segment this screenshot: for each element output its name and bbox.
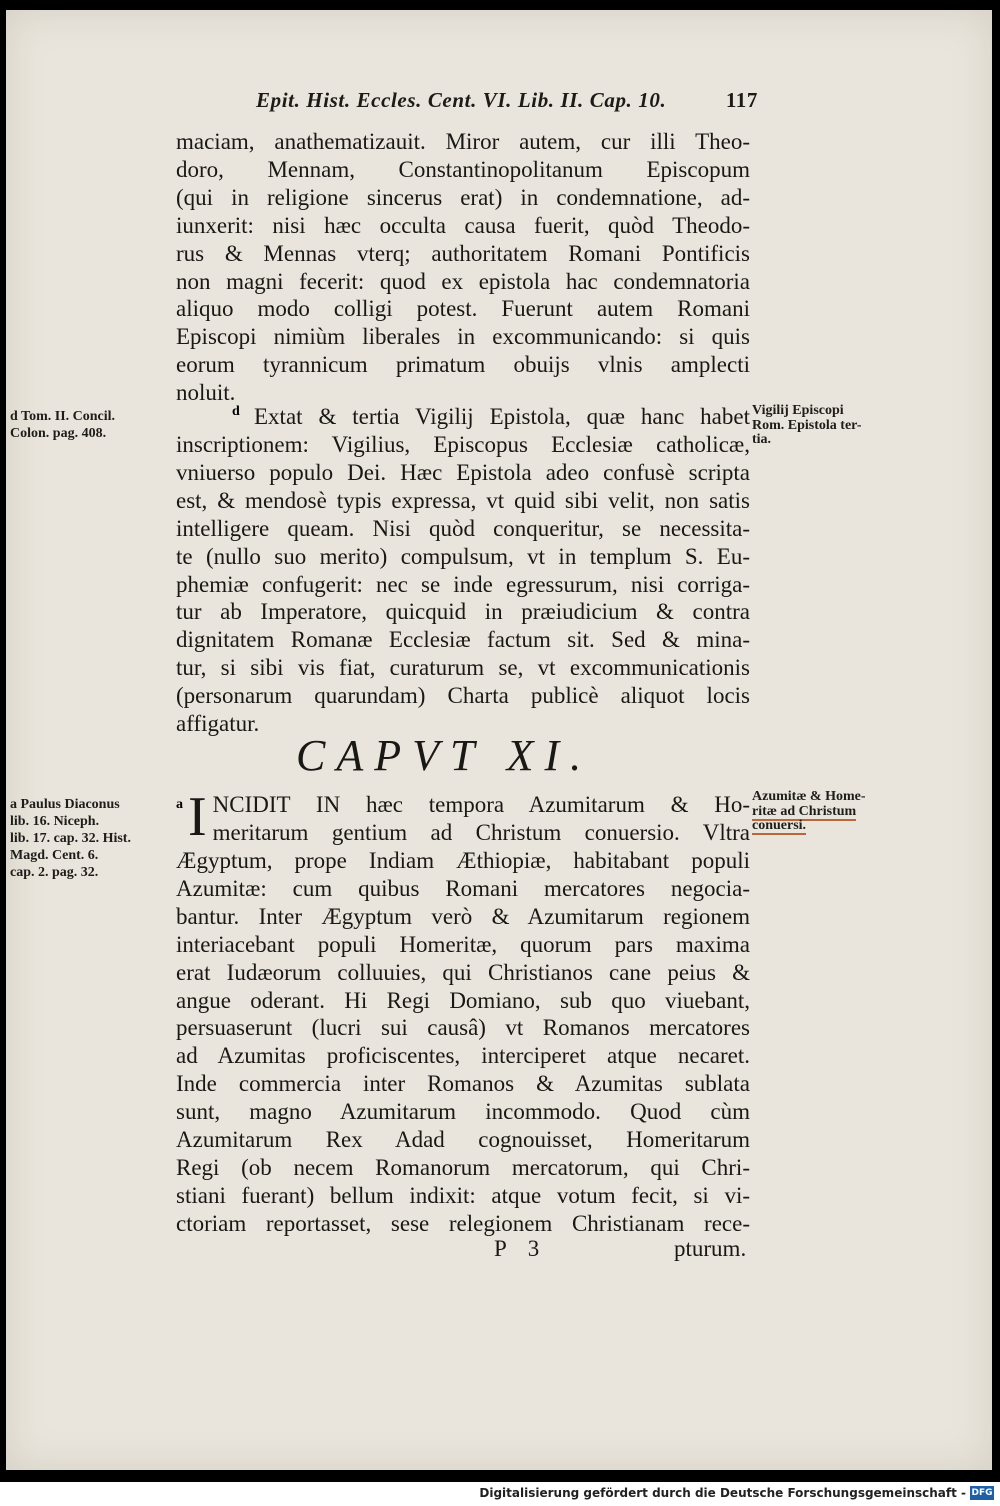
text-line: Inde commercia inter Romanos & Azumitas sublata — [176, 1071, 750, 1097]
text-line: Azumitæ: cum quibus Romani mercatores negocia- — [176, 875, 750, 901]
margin-note-line: Rom. Epistola ter- — [752, 417, 862, 433]
margin-note-line: lib. 17. cap. 32. Hist. — [10, 831, 131, 846]
text-line: (qui in religione sincerus erat) in condemnatione, ad- — [176, 184, 750, 210]
running-title: Epit. Hist. Eccles. Cent. VI. Lib. II. Cap. 10. — [256, 88, 667, 112]
text-line: tur ab Imperatore, quicquid in præiudicium & contra — [176, 599, 750, 625]
text-line: intelligere queam. Nisi quòd conqueritur, se necessita- — [176, 515, 750, 541]
note-mark-a: a — [176, 797, 183, 812]
underlined-text: ritæ ad Christum — [752, 803, 857, 819]
folio-number: 117 — [725, 88, 758, 112]
margin-note-line — [752, 805, 904, 820]
margin-note-line: a Paulus Diaconus — [10, 797, 120, 812]
running-head — [256, 88, 776, 113]
text-line: inscriptionem: Vigilius, Episcopus Ecclesiæ catholicæ, — [176, 432, 750, 457]
text-line: bantur. Inter Ægyptum verò & Azumitarum regionem — [176, 903, 750, 929]
note-mark-d: d — [232, 404, 240, 419]
text-line: angue oderant. Hi Regi Domiano, sub quo viuebant, — [176, 987, 750, 1013]
margin-note-line: Vigilij Episcopi — [752, 403, 844, 418]
margin-note-line: Azumitæ & Home- — [752, 789, 866, 804]
text-line: eorum tyrannicum primatum obuijs vlnis amplecti — [176, 352, 750, 378]
margin-note-left-2 — [10, 796, 180, 881]
text-line: persuaserunt (lucri sui causâ) vt Romanos mercatores — [176, 1015, 750, 1041]
text-line: (personarum quarundam) Charta publicè aliquot locis — [176, 683, 750, 709]
margin-note-line: Colon. pag. 408. — [10, 426, 107, 441]
text-block-3 — [188, 786, 750, 848]
text-block-2-cont — [176, 431, 750, 738]
underlined-text: conuersi. — [752, 818, 807, 833]
text-line: noluit. — [176, 380, 236, 406]
text-line: Ægyptum, prope Indiam Æthiopiæ, habitabant populi — [176, 848, 750, 873]
page-signature: P 3 — [494, 1236, 548, 1261]
text-line: dignitatem Romanæ Ecclesiæ factum sit. Sed & mina- — [176, 627, 750, 653]
margin-note-line: cap. 2. pag. 32. — [10, 865, 99, 880]
text-line: interiacebant populi Homeritæ, quorum pars maxima — [176, 931, 750, 957]
text-line: aliquo modo colligi potest. Fuerunt autem Romani — [176, 296, 750, 322]
text-line: iunxerit: nisi hæc occulta causa fuerit, quòd Theodo- — [176, 212, 750, 238]
margin-note-line — [752, 819, 904, 834]
text-line: vniuerso populo Dei. Hæc Epistola adeo confusè scripta — [176, 459, 750, 485]
text-line: Azumitarum Rex Adad cognouisset, Homeritarum — [176, 1127, 750, 1153]
text-line: te (nullo suo merito) compulsum, vt in templum S. Eu- — [176, 543, 750, 569]
margin-note-line: d Tom. II. Concil. — [10, 409, 116, 424]
text-line: tur, si sibi vis fiat, curaturum se, vt excommunicationis — [176, 655, 750, 681]
margin-note-left-1 — [10, 408, 180, 442]
chapter-title: CAPVT XI. — [296, 731, 593, 780]
text-line: affigatur. — [176, 711, 260, 737]
text-line: phemiæ confugerit: nec se inde egressurum, nisi corriga- — [176, 571, 750, 597]
text-line: Episcopi nimiùm liberales in excommunicando: si quis — [176, 324, 750, 350]
text-block-1 — [176, 128, 750, 407]
dfg-logo-icon: DFG — [971, 1488, 993, 1498]
text-line: ad Azumitas proficiscentes, interciperet atque necaret. — [176, 1043, 750, 1069]
text-line: sunt, magno Azumitarum incommodo. Quod cùm — [176, 1099, 750, 1125]
text-line: est, & mendosè typis expressa, vt quid sibi velit, non satis — [176, 487, 750, 513]
drop-cap: I — [188, 786, 207, 848]
text-line: ctoriam reportasset, sese relegionem Christianam rece- — [176, 1210, 750, 1236]
margin-note-right-2 — [752, 790, 904, 834]
footer-credit: Digitalisierung gefördert durch die Deutsche Forschungsgemeinschaft - — [479, 1486, 966, 1500]
text-line: Extat & tertia Vigilij Epistola, quæ hanc habet — [254, 404, 750, 429]
margin-note-line: tia. — [752, 432, 772, 447]
text-line: Regi (ob necem Romanorum mercatorum, qui Chri- — [176, 1154, 750, 1180]
text-line: meritarum gentium ad Christum conuersio. Vltra — [212, 819, 750, 845]
text-line: non magni fecerit: quod ex epistola hac condemnatoria — [176, 268, 750, 294]
margin-note-right-1 — [752, 404, 904, 448]
digitization-footer — [0, 1482, 1000, 1506]
text-line: doro, Mennam, Constantinopolitanum Episcopum — [176, 156, 750, 182]
text-line: erat Iudæorum colluuies, qui Christianos cane peius & — [176, 959, 750, 985]
text-block-2 — [176, 403, 750, 431]
margin-note-line: Magd. Cent. 6. — [10, 848, 99, 863]
text-line: stiani fuerant) bellum indixit: atque votum fecit, si vi- — [176, 1182, 750, 1208]
text-line: maciam, anathematizauit. Miror autem, cur illi Theo- — [176, 129, 750, 154]
text-line: rus & Mennas vterq; authoritatem Romani Pontificis — [176, 240, 750, 266]
catchword: pturum. — [674, 1236, 747, 1261]
text-block-3-cont — [176, 847, 750, 1238]
text-line: NCIDIT IN hæc tempora Azumitarum & Ho- — [212, 792, 750, 817]
margin-note-line: lib. 16. Niceph. — [10, 814, 100, 829]
